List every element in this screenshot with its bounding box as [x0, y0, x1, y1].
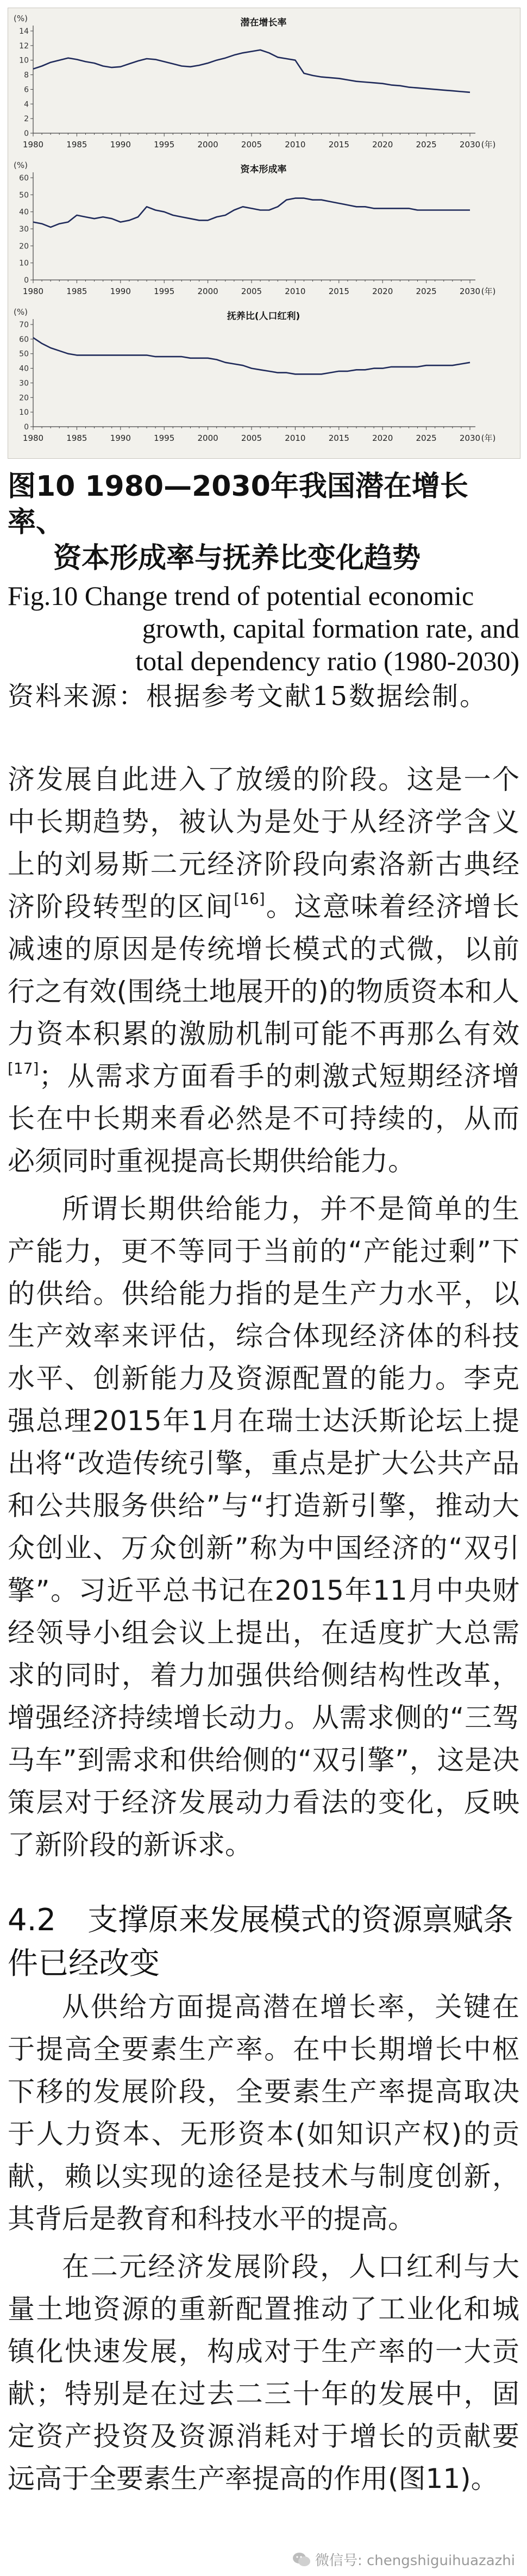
x-tick-label: 1985	[66, 140, 87, 149]
paragraph-1-text-a: 济发展自此进入了放缓的阶段。这是一个中长期趋势，被认为是处于从经济学含义上的刘易斯二元经济阶段向索洛新古典经济阶段转型的区间	[8, 764, 519, 922]
x-tick-label: 2005	[241, 286, 262, 296]
wechat-watermark	[292, 2549, 515, 2569]
x-tick-label: 1980	[22, 433, 44, 443]
paragraph-1	[8, 758, 519, 1182]
y-tick-label: 0	[24, 276, 29, 285]
x-tick-label: 1990	[110, 433, 131, 443]
y-tick-label: 4	[24, 100, 29, 109]
y-tick-label: 10	[19, 259, 29, 268]
x-tick-label: 2005	[241, 140, 262, 149]
paragraph-2: 所谓长期供给能力，并不是简单的生产能力，更不等同于当前的“产能过剩”下的供给。供给能力指的是生产力水平，以生产效率来评估，综合体现经济体的科技水平、创新能力及资源配置的能力。李克强总理2015年1月在瑞士达沃斯论坛上提出将“改造传统引擎，重点是扩大公共产品和公共服务供给”与“打造新引擎，推动大众创业、万众创新”称为中国经济的“双引擎”。习近平总书记在2015年11月中央财经领导小组会议上提出，在适度扩大总需求的同时，着力加强供给侧结构性改革，增强经济持续增长动力。从需求侧的“三驾马车”到需求和供给侧的“双引擎”，这是决策层对于经济发展动力看法的变化，反映了新阶段的新诉求。	[8, 1193, 519, 1861]
caption-english	[8, 579, 519, 677]
y-tick-label: 40	[19, 364, 29, 373]
y-tick-label: 6	[24, 85, 29, 95]
watermark-text: 微信号: chengshiguihuazazhi	[315, 2553, 515, 2569]
x-tick-label: 1995	[154, 286, 175, 296]
x-tick-label: 2015	[328, 286, 349, 296]
x-unit-label: (年)	[481, 433, 496, 443]
y-tick-label: 10	[19, 408, 29, 417]
x-tick-label: 2025	[416, 140, 437, 149]
x-tick-label: 2015	[328, 433, 349, 443]
figure-caption	[8, 469, 519, 713]
x-tick-label: 1990	[110, 140, 131, 149]
y-tick-label: 0	[24, 129, 29, 138]
x-tick-label: 2020	[372, 286, 393, 296]
x-tick-label: 2020	[372, 433, 393, 443]
x-tick-label: 2010	[285, 140, 306, 149]
x-unit-label: (年)	[481, 286, 496, 296]
x-tick-label: 2015	[328, 140, 349, 149]
y-tick-label: 70	[19, 321, 29, 329]
paragraph-4: 在二元经济发展阶段，人口红利与大量土地资源的重新配置推动了工业化和城镇化快速发展，构成对于生产率的一大贡献；特别是在过去二三十年的发展中，固定资产投资及资源消耗对于增长的贡献要远高于全要素生产率提高的作用(图11)。	[8, 2251, 519, 2494]
section-title: 支撑原来发展模式的资源禀赋条件已经改变	[8, 1903, 514, 1981]
x-tick-label: 2030	[459, 433, 481, 443]
y-tick-label: 8	[24, 71, 29, 80]
citation-16[interactable]: [16]	[234, 890, 265, 908]
section-number: 4.2	[8, 1903, 57, 1938]
caption-en-line3: total dependency ratio (1980-2030)	[135, 646, 519, 676]
caption-cn-line2: 资本形成率与抚养比变化趋势	[53, 542, 421, 575]
y-tick-label: 0	[24, 423, 29, 432]
x-tick-label: 2025	[416, 286, 437, 296]
y-tick-label: 30	[19, 225, 29, 234]
y-tick-label: 50	[19, 350, 29, 359]
x-tick-label: 1980	[22, 286, 44, 296]
x-tick-label: 1990	[110, 286, 131, 296]
paragraph-1-text-c: ；从需求方面看手的刺激式短期经济增长在中长期来看必然是不可持续的，从而必须同时重视提高长期供给能力。	[8, 1061, 519, 1177]
y-tick-label: 50	[19, 191, 29, 200]
x-unit-label: (年)	[481, 140, 496, 149]
y-tick-label: 12	[19, 41, 29, 51]
panel-title: 资本形成率	[240, 164, 287, 175]
article-body	[8, 758, 519, 2505]
x-tick-label: 2010	[285, 286, 306, 296]
x-tick-label: 2020	[372, 140, 393, 149]
y-tick-label: 40	[19, 208, 29, 217]
y-tick-label: 10	[19, 56, 29, 65]
chart-capital-formation	[8, 155, 520, 302]
y-tick-label: 20	[19, 394, 29, 403]
series-line	[33, 198, 470, 227]
caption-figure-number: 图10	[8, 470, 76, 503]
y-tick-label: 60	[19, 174, 29, 183]
y-tick-label: 14	[19, 27, 29, 36]
section-heading-4-2	[8, 1899, 519, 1986]
unit-label: (%)	[14, 307, 28, 317]
wechat-icon	[292, 2552, 311, 2568]
x-tick-label: 1985	[66, 286, 87, 296]
x-tick-label: 2010	[285, 433, 306, 443]
chart-dependency-ratio	[8, 302, 520, 448]
y-tick-label: 20	[19, 242, 29, 251]
caption-cn-line1: 1980—2030年我国潜在增长率、	[8, 470, 468, 539]
x-tick-label: 2030	[459, 140, 481, 149]
x-tick-label: 2000	[197, 433, 218, 443]
y-tick-label: 2	[24, 115, 29, 124]
x-tick-label: 1985	[66, 433, 87, 443]
x-tick-label: 2030	[459, 286, 481, 296]
x-tick-label: 2000	[197, 140, 218, 149]
figure-10	[8, 8, 520, 459]
citation-17[interactable]: [17]	[8, 1059, 39, 1077]
caption-en-line1: Fig.10 Change trend of potential economic	[8, 581, 474, 611]
data-source-note: 资料来源：根据参考文献15数据绘制。	[8, 681, 488, 712]
caption-en-line2: growth, capital formation rate, and	[142, 613, 519, 644]
series-line	[33, 50, 470, 92]
unit-label: (%)	[14, 14, 28, 23]
panel-title: 潜在增长率	[240, 17, 287, 28]
panel-title: 抚养比(人口红利)	[227, 311, 300, 322]
x-tick-label: 1995	[154, 433, 175, 443]
chart-potential-growth	[8, 8, 520, 155]
x-tick-label: 2005	[241, 433, 262, 443]
series-line	[33, 338, 470, 374]
caption-chinese	[8, 469, 519, 576]
paragraph-1-text-b: 。这意味着经济增长减速的原因是传统增长模式的式微，以前行之有效(围绕土地展开的)的物质资本和人力资本积累的激励机制可能不再那么有效	[8, 891, 520, 1050]
y-tick-label: 30	[19, 379, 29, 388]
x-tick-label: 2025	[416, 433, 437, 443]
x-tick-label: 1980	[22, 140, 44, 149]
paragraph-3: 从供给方面提高潜在增长率，关键在于提高全要素生产率。在中长期增长中枢下移的发展阶段，全要素生产率提高取决于人力资本、无形资本(如知识产权)的贡献，赖以实现的途径是技术与制度创新，其背后是教育和科技水平的提高。	[8, 1991, 519, 2235]
x-tick-label: 1995	[154, 140, 175, 149]
unit-label: (%)	[14, 160, 28, 170]
x-tick-label: 2000	[197, 286, 218, 296]
y-tick-label: 60	[19, 335, 29, 344]
